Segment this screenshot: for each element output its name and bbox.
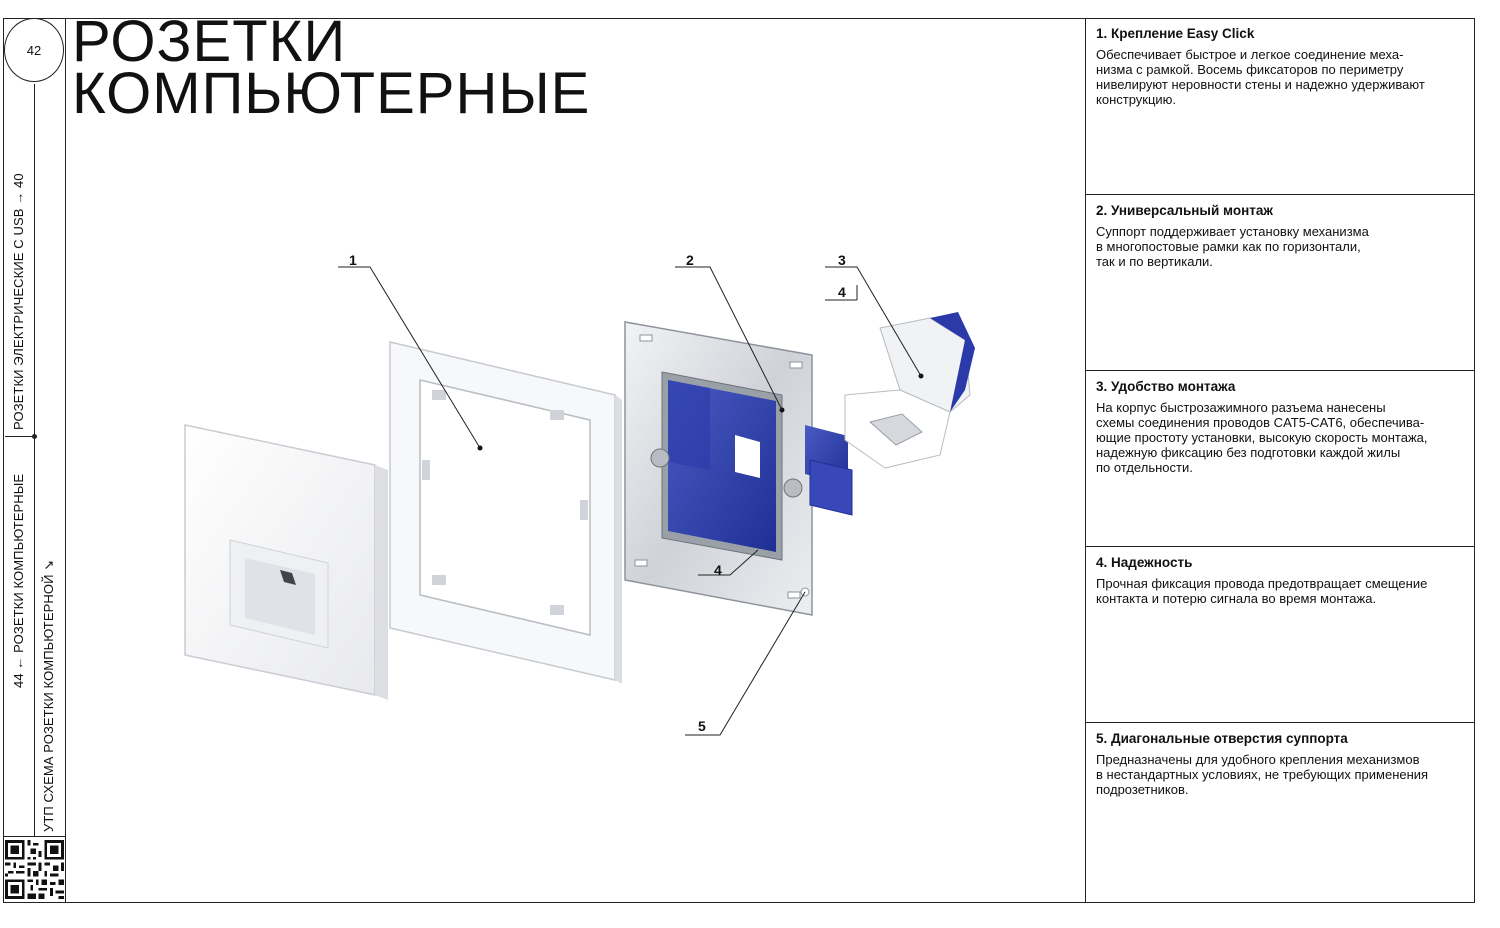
callout-4-top: 4	[838, 284, 846, 300]
feature-3-title: 3. Удобство монтажа	[1096, 379, 1236, 394]
feature-2	[1086, 194, 1475, 370]
callout-3: 3	[838, 252, 846, 268]
feature-3-text: На корпус быстрозажимного разъема нанесены схемы соединения проводов CAT5-CAT6, обеспечива- ющие простоту установки, высокую скорость монтажа, надежную фиксацию без подготовки каждой жилы по отдельности.	[1096, 400, 1428, 475]
nav-dot	[32, 434, 37, 439]
frame-part	[390, 342, 622, 684]
title-line-1: РОЗЕТКИ	[72, 9, 347, 74]
rail-divider	[34, 84, 35, 836]
nav-link-scheme[interactable]: УТП СХЕМА РОЗЕТКИ КОМПЬЮТЕРНОЙ ↘	[41, 559, 56, 832]
feature-5-title: 5. Диагональные отверстия суппорта	[1096, 731, 1348, 746]
feature-1	[1086, 18, 1475, 194]
callout-1: 1	[349, 252, 357, 268]
page-title	[72, 9, 591, 126]
feature-4-title: 4. Надежность	[1096, 555, 1193, 570]
cover-plate	[185, 425, 388, 700]
feature-2-title: 2. Универсальный монтаж	[1096, 203, 1273, 218]
rj45-module	[845, 312, 975, 468]
features-column	[1085, 18, 1475, 903]
callout-4-bottom: 4	[714, 562, 722, 578]
nav-link-computer-sockets[interactable]: 44 ← РОЗЕТКИ КОМПЬЮТЕРНЫЕ	[11, 473, 26, 688]
feature-5-text: Предназначены для удобного крепления механизмов в нестандартных условиях, не требующих применения подрозетников.	[1096, 752, 1429, 797]
title-line-2: КОМПЬЮТЕРНЫЕ	[72, 61, 591, 126]
rail-divider-bottom	[3, 836, 66, 837]
callout-2: 2	[686, 252, 694, 268]
feature-1-text: Обеспечивает быстрое и легкое соединение меха- низма с рамкой. Восемь фиксаторов по периметру нивелируют неровности стены и надежно удерживают конструкцию.	[1096, 47, 1425, 107]
feature-2-text: Суппорт поддерживает установку механизма в многопостовые рамки как по горизонтали, так и по вертикали.	[1096, 224, 1369, 269]
exploded-socket-illustration	[70, 240, 1080, 800]
feature-1-title: 1. Крепление Easy Click	[1096, 26, 1255, 41]
feature-4	[1086, 546, 1475, 722]
feature-3	[1086, 370, 1475, 546]
callout-5: 5	[698, 718, 706, 734]
feature-5	[1086, 722, 1475, 901]
qr-code[interactable]	[5, 840, 64, 899]
feature-4-text: Прочная фиксация провода предотвращает смещение контакта и потерю сигнала во время монтажа.	[1096, 576, 1428, 606]
nav-link-usb-sockets[interactable]: РОЗЕТКИ ЭЛЕКТРИЧЕСКИЕ С USB → 40	[11, 173, 26, 430]
page-number: 42	[4, 18, 64, 82]
nav-separator	[5, 436, 35, 437]
